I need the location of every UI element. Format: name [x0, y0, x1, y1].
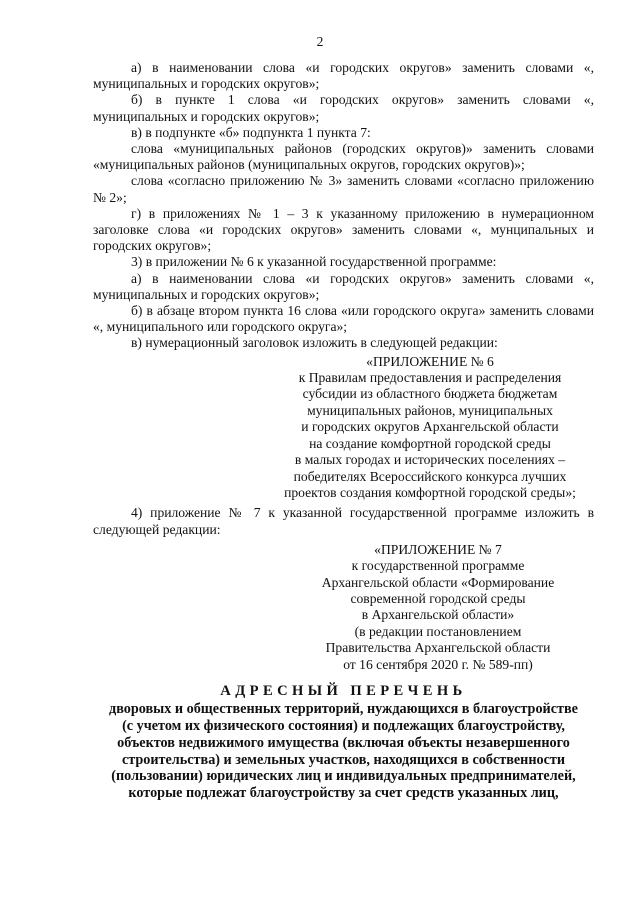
appendix6-line: «ПРИЛОЖЕНИЕ № 6: [366, 353, 494, 369]
appendix7-line: (в редакции постановлением: [354, 623, 522, 639]
appendix7-line: от 16 сентября 2020 г. № 589-пп): [343, 656, 533, 672]
heading-subtitle-line: дворовых и общественных территорий, нуждающихся в благоустройстве: [109, 701, 578, 718]
appendix7-line: современной городской среды: [350, 590, 526, 606]
appendix6-line: проектов создания комфортной городской среды»;: [284, 484, 576, 500]
appendix7-heading-block: [283, 542, 593, 673]
appendix6-heading-block: [260, 354, 600, 502]
heading-subtitle-line: (пользовании) юридических лиц и индивидуальных предпринимателей,: [111, 768, 576, 785]
paragraph-b-point16: б) в абзаце втором пункта 16 слова «или городского округа» заменить словами «, муниципального или городского округа»;: [93, 303, 594, 335]
appendix6-line: победителях Всероссийского конкурса лучших: [293, 468, 567, 484]
appendix6-line: к Правилам предоставления и распределения: [298, 370, 562, 386]
appendix6-line: и городских округов Архангельской области: [301, 419, 559, 435]
appendix7-line: «ПРИЛОЖЕНИЕ № 7: [374, 541, 502, 557]
paragraph-3-appendix6: 3) в приложении № 6 к указанной государственной программе:: [131, 254, 497, 270]
heading-title: АДРЕСНЫЙ ПЕРЕЧЕНЬ: [220, 682, 467, 699]
paragraph-a-name: а) в наименовании слова «и городских округов» заменить словами «, муниципальных и городских округов»;: [93, 60, 594, 92]
paragraph-4-appendix7: 4) приложение № 7 к указанной государственной программе изложить в следующей редакции:: [93, 505, 594, 537]
appendix7-line: в Архангельской области»: [361, 607, 515, 623]
appendix6-line: субсидии из областного бюджета бюджетам: [302, 386, 558, 402]
paragraph-words-districts: слова «муниципальных районов (городских округов)» заменить словами «муниципальных районов (муниципальных округов, городских округов)»;: [93, 141, 594, 173]
appendix7-line: к государственной программе: [351, 558, 525, 574]
heading-subtitle-line: (с учетом их физического состояния) и подлежащих благоустройству,: [122, 717, 565, 734]
paragraph-g-appendices: г) в приложениях № 1 – 3 к указанному приложению в нумерационном заголовке слова «и городских округов» заменить словами «, мунципальных и городских округов»;: [93, 205, 594, 254]
address-list-heading: [93, 683, 594, 802]
appendix7-line: Правительства Архангельской области: [325, 640, 551, 656]
appendix6-line: на создание комфортной городской среды: [309, 435, 551, 451]
appendix7-line: Архангельской области «Формирование: [321, 574, 555, 590]
heading-subtitle-line: объектов недвижимого имущества (включая объекты незавершенного: [117, 734, 570, 751]
appendix6-line: в малых городах и исторических поселениях –: [294, 452, 566, 468]
paragraph-v-heading: в) нумерационный заголовок изложить в следующей редакции:: [131, 335, 498, 351]
paragraph-b-point1: б) в пункте 1 слова «и городских округов» заменить словами «, муниципальных и городских округов»;: [93, 92, 594, 124]
paragraph-words-appendix: слова «согласно приложению № 3» заменить словами «согласно приложению № 2»;: [93, 173, 594, 205]
paragraph-v-subpoint: в) в подпункте «б» подпункта 1 пункта 7:: [131, 124, 371, 140]
paragraph-a-appendix6-name: а) в наименовании слова «и городских округов» заменить словами «, муниципальных и городских округов»;: [93, 270, 594, 302]
document-body: [93, 60, 594, 802]
appendix6-line: муниципальных районов, муниципальных: [307, 402, 553, 418]
heading-subtitle-line: строительства) и земельных участков, находящихся в собственности: [121, 751, 566, 768]
heading-subtitle-line: которые подлежат благоустройству за счет средств указанных лиц,: [128, 785, 559, 802]
page-number: 2: [316, 34, 324, 49]
